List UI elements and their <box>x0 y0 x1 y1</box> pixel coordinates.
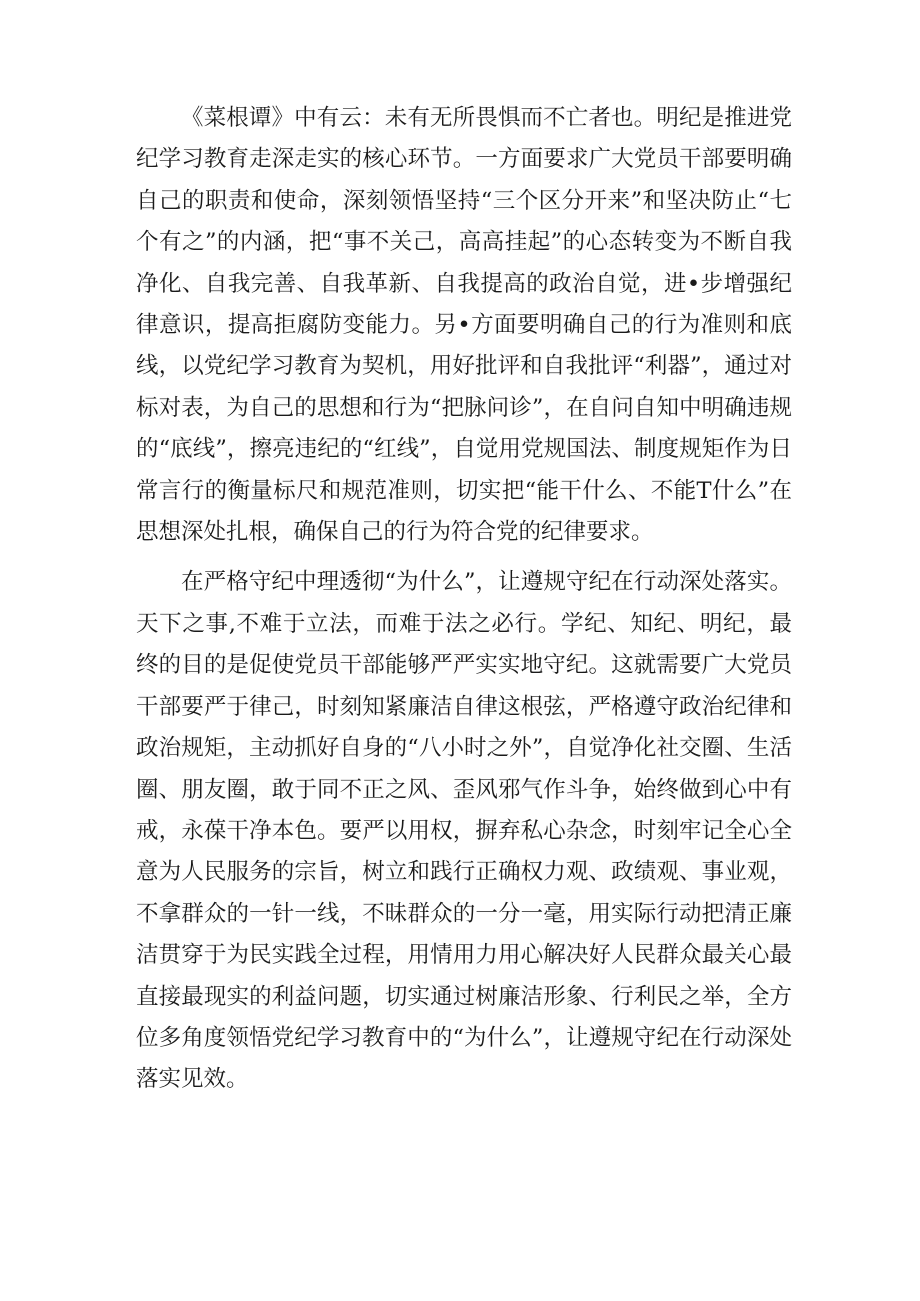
document-body <box>136 98 792 1101</box>
paragraph-mingji: 《菜根谭》中有云：未有无所畏惧而不亡者也。明纪是推进党纪学习教育走深走实的核心环节。一方面要求广大党员干部要明确自己的职责和使命，深刻领悟坚持“三个区分开来”和坚决防止“七个有之”的内涵，把“事不关己，高高挂起”的心态转变为不断自我净化、自我完善、自我革新、自我提高的政治自觉，进•步增强纪律意识，提高拒腐防变能力。另•方面要明确自己的行为准则和底线，以党纪学习教育为契机，用好批评和自我批评“利器”，通过对标对表，为自己的思想和行为“把脉问诊”，在自问自知中明确违规的“底线”，擦亮违纪的“红线”，自觉用党规国法、制度规矩作为日常言行的衡量标尺和规范准则，切实把“能干什么、不能T什么”在思想深处扎根，确保自己的行为符合党的纪律要求。 <box>136 105 792 546</box>
paragraph-shouji: 在严格守纪中理透彻“为什么”，让遵规守纪在行动深处落实。天下之事,不难于立法，而难于法之必行。学纪、知纪、明纪，最终的目的是促使党员干部能够严严实实地守纪。这就需要广大党员干部要严于律己，时刻知紧廉洁自律这根弦，严格遵守政治纪律和政治规矩，主动抓好自身的“八小时之外”，自觉净化社交圈、生活圈、朋友圈，敢于同不正之风、歪风邪气作斗争，始终做到心中有戒，永葆干净本色。要严以用权，摒弃私心杂念，时刻牢记全心全意为人民服务的宗旨，树立和践行正确权力观、政绩观、事业观，不拿群众的一针一线，不昧群众的一分一毫，用实际行动把清正廉洁贯穿于为民实践全过程，用情用力用心解决好人民群众最关心最直接最现实的利益问题，切实通过树廉洁形象、行利民之举，全方位多角度领悟党纪学习教育中的“为什么”，让遵规守纪在行动深处落实见效。 <box>136 569 792 1093</box>
